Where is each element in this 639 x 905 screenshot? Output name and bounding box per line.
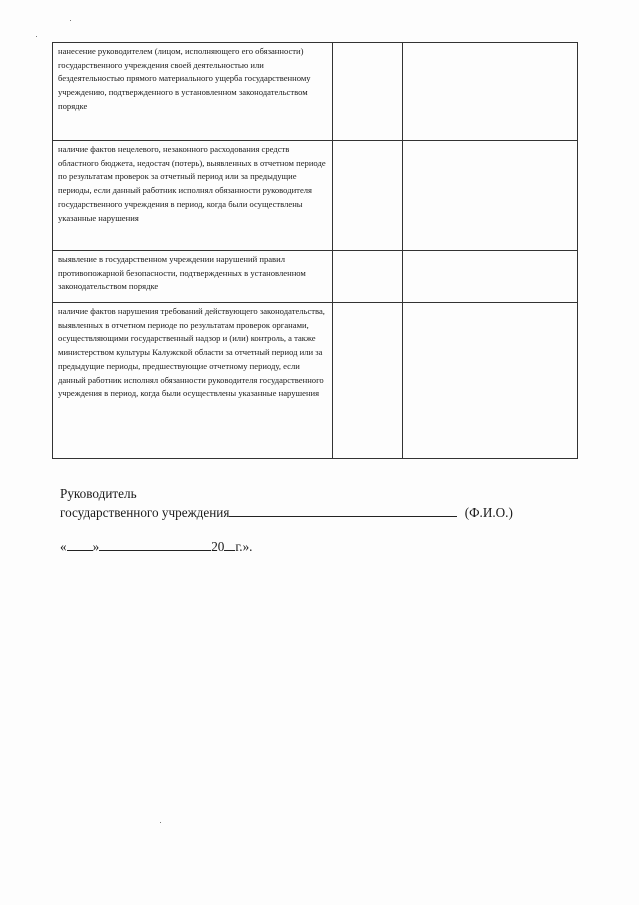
note-cell[interactable] bbox=[403, 43, 578, 141]
criterion-cell: нанесение руководителем (лицом, исполняющего его обязанности) государственного учреждения своей деятельностью или бездеятельностью прямого материального ущерба государственному учреждению, подтвержденного в установленном законодательством порядке bbox=[53, 43, 333, 141]
value-cell[interactable] bbox=[333, 43, 403, 141]
criterion-cell: выявление в государственном учреждении нарушений правил противопожарной безопасности, подтвержденных в установленном законодательством порядке bbox=[53, 251, 333, 303]
scan-speck bbox=[160, 822, 161, 823]
date-year-prefix: 20 bbox=[211, 539, 225, 554]
value-cell[interactable] bbox=[333, 141, 403, 251]
date-month-blank[interactable] bbox=[99, 538, 211, 551]
criteria-table-body bbox=[53, 43, 578, 459]
signature-title bbox=[60, 486, 137, 502]
scan-speck bbox=[70, 20, 71, 21]
criteria-table bbox=[52, 42, 578, 459]
fio-label: (Ф.И.О.) bbox=[464, 505, 513, 520]
date-year-blank[interactable] bbox=[224, 538, 235, 551]
date-day-blank[interactable] bbox=[67, 538, 93, 551]
signature-institution-label: государственного учреждения bbox=[60, 505, 230, 520]
table-row bbox=[53, 43, 578, 141]
date-close-quote: » bbox=[92, 539, 100, 554]
note-cell[interactable] bbox=[403, 251, 578, 303]
note-cell[interactable] bbox=[403, 141, 578, 251]
table-row bbox=[53, 141, 578, 251]
note-cell[interactable] bbox=[403, 303, 578, 459]
date-year-suffix: г.». bbox=[235, 539, 253, 554]
value-cell[interactable] bbox=[333, 303, 403, 459]
value-cell[interactable] bbox=[333, 251, 403, 303]
scan-speck bbox=[36, 36, 37, 37]
criterion-cell: наличие фактов нецелевого, незаконного расходования средств областного бюджета, недостач (потерь), выявленных в отчетном периоде по результатам проверок за отчетный период или за предыдущие периоды, если данный работник исполнял обязанности руководителя государственного учреждения в период, когда были осуществлены указанные нарушения bbox=[53, 141, 333, 251]
table-row bbox=[53, 303, 578, 459]
signature-line bbox=[60, 504, 513, 521]
signature-role-label: Руководитель bbox=[60, 486, 137, 501]
signature-blank[interactable] bbox=[229, 504, 457, 517]
criterion-cell: наличие фактов нарушения требований действующего законодательства, выявленных в отчетном периоде по результатам проверок органами, осуществляющими государственный надзор и (или) контроль, а также министерством культуры Калужской области за отчетный период или за предыдущие периоды, предшествующие отчетному периоду, если данный работник исполнял обязанности руководителя государственного учреждения в период, когда были осуществлены указанные нарушения bbox=[53, 303, 333, 459]
date-open-quote: « bbox=[60, 539, 67, 554]
date-line bbox=[60, 538, 252, 555]
table-row bbox=[53, 251, 578, 303]
